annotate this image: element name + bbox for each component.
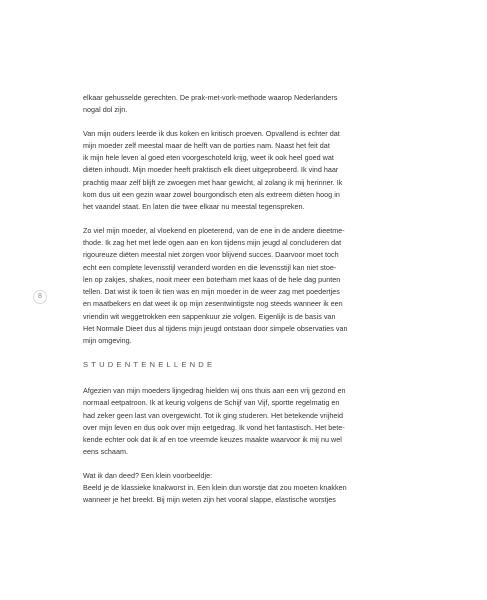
text-line: het vaandel staat. En laten die twee elkaar nu meestal tegenspreken. bbox=[83, 202, 305, 212]
page-number: 8 bbox=[33, 290, 47, 304]
text-line: Zo viel mijn moeder, al vloekend en ploeterend, van de ene in de andere dieetme- bbox=[83, 225, 345, 235]
text-line: Afgezien van mijn moeders lijngedrag hielden wij ons thuis aan een vrij gezond en bbox=[83, 385, 346, 395]
text-line: Van mijn ouders leerde ik dus koken en kritisch proeven. Opvallend is echter dat bbox=[83, 128, 340, 138]
text-line: Het Normale Dieet dus al tijdens mijn jeugd ontstaan door simpele observaties van bbox=[83, 324, 348, 334]
text-line: tellen. Dat wist ik toen ik tien was en mijn moeder in de weer zag met poedertjes bbox=[83, 287, 340, 297]
paragraph bbox=[83, 225, 383, 348]
text-line: echt een complete levensstijl veranderd worden en die levensstijl kan niet stoe- bbox=[83, 262, 337, 272]
section-heading: STUDENTENELLENDE bbox=[83, 359, 216, 369]
text-line: mijn moeder zelf meestal maar de helft van de porties nam. Naast het feit dat bbox=[83, 140, 330, 150]
text-line: kende echter ook dat ik af en toe vreemde keuzes maakte waarvoor ik mij nu wel bbox=[83, 435, 342, 445]
text-line: nogal dol zijn. bbox=[83, 105, 128, 115]
intro-paragraphs bbox=[83, 92, 383, 348]
text-line: en maatbekers en dat weet ik op mijn zesentwintigste nog steeds wanneer ik een bbox=[83, 299, 343, 309]
text-line: wanneer je het breekt. Bij mijn weten zijn het vooral slappe, elastische worstjes bbox=[83, 495, 336, 505]
text-line: prachtig maar zelf blijft ze zwoegen met haar gewicht, al zolang ik mij herinner. Ik bbox=[83, 177, 343, 187]
text-line: thode. Ik zag het met lede ogen aan en kon tijdens mijn jeugd al concluderen dat bbox=[83, 237, 342, 247]
section-paragraphs bbox=[83, 385, 383, 507]
text-line: ik mijn hele leven al goed eten voorgeschoteld krijg, weet ik ook heel goed wat bbox=[83, 153, 334, 163]
text-line: len op zakjes, shakes, nooit meer een boterham met kaas of de hele dag punten bbox=[83, 274, 341, 284]
text-line: mijn omgeving. bbox=[83, 336, 132, 346]
text-line: normaal eetpatroon. Ik at keurig volgens de Schijf van Vijf, sportte regelmatig en bbox=[83, 398, 340, 408]
text-line: diëten inhoudt. Mijn moeder heeft praktisch elk dieet uitgeprobeerd. Ik vind haar bbox=[83, 165, 339, 175]
body-text bbox=[83, 92, 383, 507]
text-line: elkaar gehusselde gerechten. De prak-met-vork-methode waarop Nederlanders bbox=[83, 93, 338, 102]
text-line: Beeld je de klassieke knakworst in. Een klein dun worstje dat zou moeten knakken bbox=[83, 483, 347, 493]
text-line: eens schaam. bbox=[83, 447, 128, 457]
text-line: had zeker geen last van overgewicht. Tot ik ging studeren. Het betekende vrijheid bbox=[83, 410, 343, 420]
text-line: rigoureuze diëten meestal niet zorgen voor blijvend succes. Daarvoor moet toch bbox=[83, 250, 339, 260]
text-line: vriendin wit weggetrokken een sappenkuur zie volgen. Eigenlijk is de basis van bbox=[83, 311, 336, 321]
text-line: kom dus uit een gezin waar zowel bourgondisch eten als extreem diëten hoog in bbox=[83, 190, 340, 200]
text-line: over mijn leven en dus ook over mijn eetgedrag. Ik vond het fantastisch. Het bete- bbox=[83, 422, 345, 432]
paragraph bbox=[83, 470, 383, 507]
paragraph bbox=[83, 92, 383, 117]
paragraph bbox=[83, 385, 383, 459]
paragraph bbox=[83, 128, 383, 214]
text-line: Wat ik dan deed? Een klein voorbeeldje: bbox=[83, 470, 213, 480]
